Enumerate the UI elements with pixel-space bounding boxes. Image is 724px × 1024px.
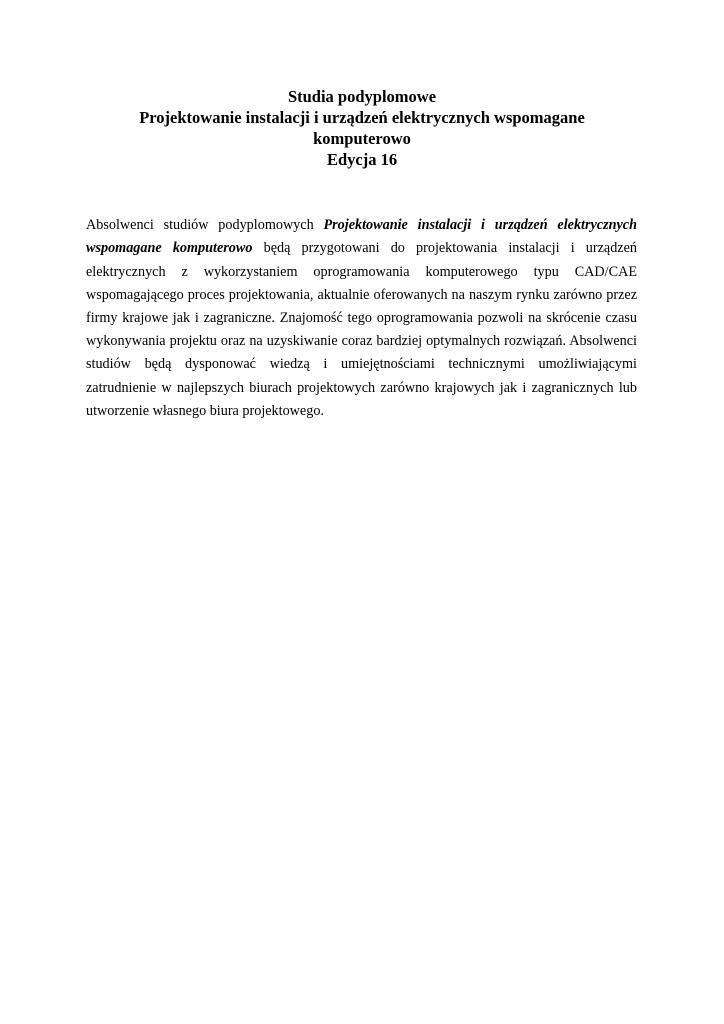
paragraph-rest: będą przygotowani do projektowania instalacji i urządzeń elektrycznych z wykorzystaniem oprogramowania komputerowego typu CAD/CAE wspomagającego proces projektowania, aktualnie oferowanych na naszym rynku zarówno przez firmy krajowe jak i zagraniczne. Znajomość tego oprogramowania pozwoli na skrócenie czasu wykonywania projektu oraz na uzyskiwanie coraz bardziej optymalnych rozwiązań. Absolwenci studiów będą dysponować wiedzą i umiejętnościami technicznymi umożliwiającymi zatrudnienie w najlepszych biurach projektowych zarówno krajowych jak i zagranicznych lub utworzenie własnego biura projektowego.	[86, 240, 637, 419]
body-paragraph	[86, 214, 637, 423]
program-name: Projektowanie instalacji i urządzeń elektrycznych wspomagane komputerowo	[86, 217, 637, 257]
paragraph-intro: Absolwenci studiów podyplomowych	[86, 217, 324, 234]
document-title	[86, 86, 638, 170]
title-line-3: komputerowo	[313, 129, 411, 148]
title-line-2: Projektowanie instalacji i urządzeń elektrycznych wspomagane	[139, 108, 585, 127]
title-line-4: Edycja 16	[326, 150, 398, 169]
title-line-1: Studia podyplomowe	[287, 87, 437, 106]
